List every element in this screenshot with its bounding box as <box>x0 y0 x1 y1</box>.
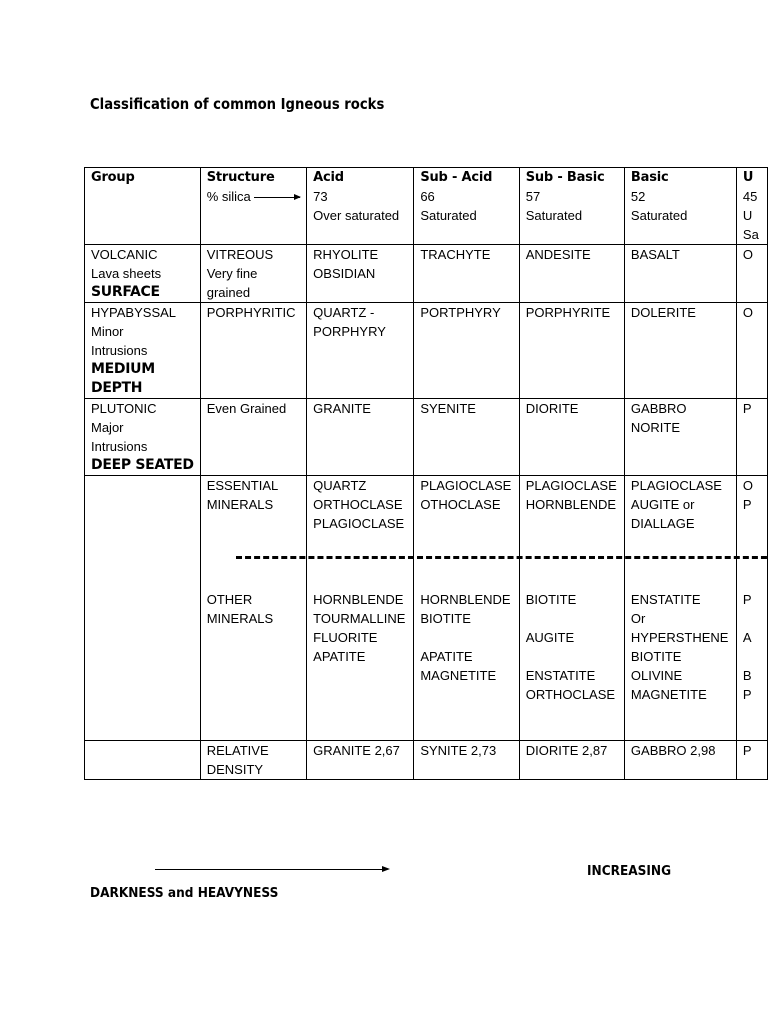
hypabyssal-group-line: Intrusions <box>91 343 148 358</box>
density-value: P <box>742 743 752 758</box>
density-sub-acid-cell <box>414 741 519 780</box>
rock-name: GRANITE <box>313 401 371 416</box>
rock-name: SYENITE <box>420 401 476 416</box>
hypabyssal-sub-acid-cell <box>414 303 519 399</box>
acid-silica: 73 <box>313 189 328 204</box>
header-sub-acid-cell <box>414 168 519 245</box>
rock-name: ANDESITE <box>525 247 591 262</box>
density-label: RELATIVE <box>206 743 269 758</box>
rock-name: OBSIDIAN <box>313 266 376 281</box>
hypabyssal-basic-cell <box>624 303 736 399</box>
rock-name: PORTPHYRY <box>420 305 501 320</box>
header-sub-basic-cell <box>519 168 624 245</box>
hypabyssal-group-line: HYPABYSSAL <box>91 305 177 320</box>
rock-name: GABBRO <box>630 401 687 416</box>
increasing-label: INCREASING <box>587 863 672 879</box>
mineral-name: DIALLAGE <box>630 516 695 531</box>
mineral-name: PLAGIOCLASE <box>525 478 617 493</box>
minerals-group-cell <box>85 476 201 741</box>
mineral-name: PLAGIOCLASE <box>630 478 722 493</box>
rock-name: QUARTZ - <box>313 305 375 320</box>
mineral-name: AUGITE <box>525 630 575 645</box>
volcanic-basic-cell <box>624 245 736 303</box>
sub-basic-silica: 57 <box>525 189 541 204</box>
header-group-cell <box>85 168 201 245</box>
mineral-name: P <box>742 687 752 702</box>
plutonic-ultra-cell <box>736 399 767 476</box>
plutonic-sub-basic-cell <box>519 399 624 476</box>
hypabyssal-ultra-cell <box>736 303 767 399</box>
volcanic-group-cell <box>85 245 201 303</box>
mineral-name: ORTHOCLASE <box>313 497 403 512</box>
hypabyssal-sub-basic-cell <box>519 303 624 399</box>
mineral-name: AUGITE or <box>630 497 695 512</box>
volcanic-sub-acid-cell <box>414 245 519 303</box>
mineral-name: OLIVINE <box>630 668 683 683</box>
plutonic-row <box>85 399 768 476</box>
mineral-name: PLAGIOCLASE <box>313 516 405 531</box>
hypabyssal-acid-cell <box>307 303 414 399</box>
plutonic-structure-cell <box>200 399 306 476</box>
plutonic-group-line: Intrusions <box>91 439 148 454</box>
mineral-name: ENSTATITE <box>525 668 596 683</box>
volcanic-row <box>85 245 768 303</box>
plutonic-group-line: Major <box>91 420 124 435</box>
mineral-name: O <box>742 478 754 493</box>
rock-name: O <box>742 305 754 320</box>
density-value: GRANITE 2,67 <box>313 743 400 758</box>
mineral-name: Or <box>630 611 646 626</box>
header-sub-acid-label: Sub ‐ Acid <box>420 170 493 185</box>
page-title: Classification of common Igneous rocks <box>90 95 385 113</box>
volcanic-depth-label: SURFACE <box>91 284 160 300</box>
density-group-cell <box>85 741 201 780</box>
mineral-name: P <box>742 592 752 607</box>
plutonic-depth-label: DEEP SEATED <box>91 457 194 473</box>
mineral-name: ENSTATITE <box>630 592 701 607</box>
mineral-name: HORNBLENDE <box>525 497 617 512</box>
minerals-sub-acid-cell <box>414 476 519 741</box>
darkness-heavyness-label: DARKNESS and HEAVYNESS <box>90 885 279 901</box>
structure-name: Even Grained <box>206 401 287 416</box>
hypabyssal-row <box>85 303 768 399</box>
rock-name: RHYOLITE <box>313 247 379 262</box>
header-basic-cell <box>624 168 736 245</box>
mineral-name: HORNBLENDE <box>420 592 511 607</box>
other-minerals-label: OTHER <box>206 592 253 607</box>
density-basic-cell <box>624 741 736 780</box>
acid-saturation: Over saturated <box>313 208 400 223</box>
volcanic-group-line: VOLCANIC <box>91 247 158 262</box>
mineral-name: TOURMALLINE <box>313 611 406 626</box>
mineral-name: QUARTZ <box>313 478 367 493</box>
hypabyssal-structure-cell <box>200 303 306 399</box>
mineral-name: PLAGIOCLASE <box>420 478 512 493</box>
plutonic-basic-cell <box>624 399 736 476</box>
header-ultra-cell <box>736 168 767 245</box>
minerals-divider-dashed-line <box>236 556 768 559</box>
header-structure-label: Structure <box>206 170 275 185</box>
header-sub-basic-label: Sub ‐ Basic <box>525 170 605 185</box>
minerals-sub-basic-cell <box>519 476 624 741</box>
minerals-acid-cell <box>307 476 414 741</box>
increasing-arrow-icon <box>155 869 387 870</box>
mineral-name: B <box>742 668 752 683</box>
silica-label: % silica <box>206 189 251 204</box>
rock-name: DOLERITE <box>630 305 696 320</box>
header-basic-label: Basic <box>630 170 669 185</box>
hypabyssal-group-cell <box>85 303 201 399</box>
volcanic-structure-cell <box>200 245 306 303</box>
rock-name: TRACHYTE <box>420 247 491 262</box>
mineral-name: MAGNETITE <box>630 687 707 702</box>
minerals-basic-cell <box>624 476 736 741</box>
other-minerals-label: MINERALS <box>206 611 274 626</box>
density-label: DENSITY <box>206 762 264 777</box>
mineral-name: BIOTITE <box>525 592 577 607</box>
density-value: GABBRO 2,98 <box>630 743 716 758</box>
density-row <box>85 741 768 780</box>
basic-silica: 52 <box>630 189 646 204</box>
header-row <box>85 168 768 245</box>
igneous-rocks-table <box>84 167 768 780</box>
mineral-name: OTHOCLASE <box>420 497 501 512</box>
sub-acid-saturation: Saturated <box>420 208 477 223</box>
rock-name: PORPHYRITE <box>525 305 611 320</box>
rock-name: PORPHYRY <box>313 324 386 339</box>
plutonic-group-cell <box>85 399 201 476</box>
density-ultra-cell <box>736 741 767 780</box>
density-label-cell <box>200 741 306 780</box>
structure-name: PORPHYRITIC <box>206 305 296 320</box>
density-acid-cell <box>307 741 414 780</box>
header-ultra-label: U <box>742 170 754 185</box>
minerals-ultra-cell <box>736 476 767 741</box>
plutonic-group-line: PLUTONIC <box>91 401 157 416</box>
volcanic-structure-line: grained <box>206 285 251 300</box>
hypabyssal-group-line: Minor <box>91 324 124 339</box>
plutonic-sub-acid-cell <box>414 399 519 476</box>
mineral-name: BIOTITE <box>420 611 471 626</box>
mineral-name: BIOTITE <box>630 649 682 664</box>
mineral-name: HYPERSTHENE <box>630 630 729 645</box>
mineral-name: HORNBLENDE <box>313 592 404 607</box>
right-arrow-icon <box>254 197 300 198</box>
ultra-saturation-extra: Sa <box>742 227 759 242</box>
volcanic-acid-cell <box>307 245 414 303</box>
sub-basic-saturation: Saturated <box>525 208 583 223</box>
mineral-name: APATITE <box>313 649 366 664</box>
mineral-name: APATITE <box>420 649 473 664</box>
header-acid-cell <box>307 168 414 245</box>
minerals-label-cell <box>200 476 306 741</box>
volcanic-group-line: Lava sheets <box>91 266 162 281</box>
volcanic-structure-line: VITREOUS <box>206 247 274 262</box>
rock-name: O <box>742 247 754 262</box>
rock-name: NORITE <box>630 420 681 435</box>
ultra-silica: 45 <box>742 189 758 204</box>
sub-acid-silica: 66 <box>420 189 435 204</box>
rock-name: DIORITE <box>525 401 579 416</box>
minerals-row <box>85 476 768 741</box>
header-acid-label: Acid <box>313 170 344 185</box>
rock-name: P <box>742 401 752 416</box>
silica-label-line <box>207 187 300 206</box>
rock-name: BASALT <box>630 247 680 262</box>
plutonic-acid-cell <box>307 399 414 476</box>
mineral-name: A <box>742 630 752 645</box>
mineral-name: FLUORITE <box>313 630 378 645</box>
ultra-saturation: U <box>742 208 753 223</box>
header-structure-cell <box>200 168 306 245</box>
density-value: DIORITE 2,87 <box>525 743 608 758</box>
basic-saturation: Saturated <box>630 208 688 223</box>
mineral-name: MAGNETITE <box>420 668 497 683</box>
mineral-name: ORTHOCLASE <box>525 687 616 702</box>
mineral-name: P <box>742 497 752 512</box>
hypabyssal-depth-label: MEDIUM <box>91 361 155 377</box>
hypabyssal-depth-label: DEPTH <box>91 380 143 396</box>
volcanic-structure-line: Very fine <box>206 266 258 281</box>
header-group-label: Group <box>91 170 135 185</box>
density-value: SYNITE 2,73 <box>420 743 497 758</box>
density-sub-basic-cell <box>519 741 624 780</box>
volcanic-ultra-cell <box>736 245 767 303</box>
essential-minerals-label: MINERALS <box>206 497 274 512</box>
volcanic-sub-basic-cell <box>519 245 624 303</box>
essential-minerals-label: ESSENTIAL <box>206 478 279 493</box>
